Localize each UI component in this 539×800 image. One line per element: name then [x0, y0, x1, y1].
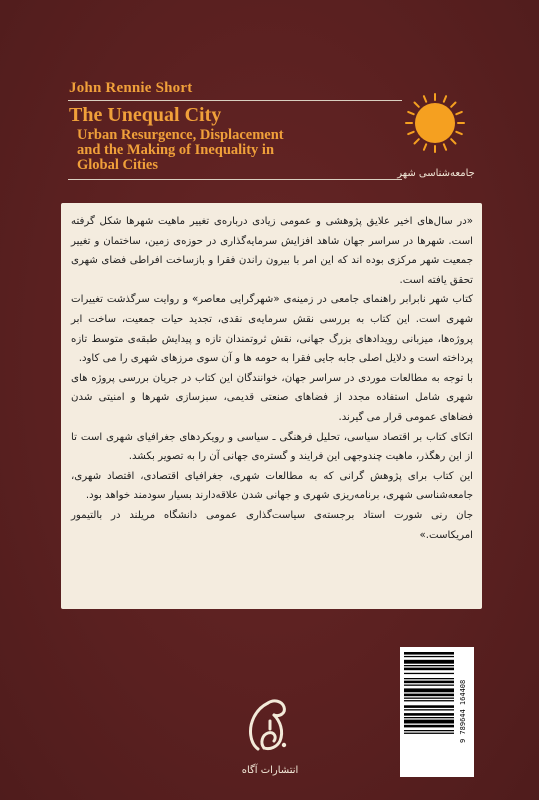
- blurb-paragraph: «در سال‌های اخیر علایق پژوهشی و عمومی زیادی درباره‌ی تغییر ماهیت شهرها شکل گرفته است. شهرها در سراسر جهان شاهد افزایش سرمایه‌گذاری در حوزه‌ی زمین، ساختمان و تغییر جمعیت شهر مرکزی بوده اند که این امر با بیرون راندن فقرا و بازساخت افراطی فضای شهری تحقق یافته است.: [71, 216, 473, 286]
- series-label: جامعه‌شناسی شهر: [397, 168, 475, 179]
- barcode-digits: 9 789644 164408: [459, 679, 467, 744]
- subtitle-line: Global Cities: [77, 157, 158, 173]
- agah-logo: [244, 693, 296, 755]
- sun-icon: [404, 92, 466, 154]
- blurb-paragraph: جان رنی شورت استاد برجسته‌ی سیاست‌گذاری عمومی دانشگاه مریلند در بالتیمور امریکاست.»: [71, 509, 473, 541]
- book-title: The Unequal City: [69, 104, 222, 126]
- isbn-barcode: [400, 647, 474, 777]
- book-subtitle: [77, 128, 397, 173]
- bottom-divider: [68, 179, 402, 180]
- subtitle-line: Urban Resurgence, Displacement: [77, 127, 284, 143]
- blurb-paragraph: کتاب شهر نابرابر راهنمای جامعی در زمینه‌ی «شهرگرایی معاصر» و روایت سرگذشت تغییرات شهری است. این کتاب به بررسی نقش سرمایه‌ی نقدی، تجدید حیات جمعیت، ساخت ابر پروژه‌ها، میزبانی رویدادهای بزرگ جهانی، نقش ثروتمندان تازه و پیدایش طبقه‌ی متوسط تازه پرداخته است و دلایل اصلی جابه جایی فقرا به حومه ها و آن سوی مرزهای شهری را می کاود.: [71, 294, 473, 365]
- publisher-name: انتشارات آگاه: [241, 765, 299, 776]
- subtitle-line: and the Making of Inequality in: [77, 142, 275, 158]
- blurb-text: [71, 212, 473, 545]
- blurb-paragraph: اتکای کتاب بر اقتصاد سیاسی، تحلیل فرهنگی ـ سیاسی و رویکردهای جغرافیای شهری است تا از این رهگذر، ماهیت چندوجهی این فرایند و گستره‌ی جهانی آن را به تصویر بکشد.: [71, 431, 473, 463]
- blurb-paragraph: این کتاب برای پژوهش گرانی که به مطالعات شهری، جغرافیای اقتصادی، اقتصاد شهری، جامعه‌شناسی شهری، برنامه‌ریزی شهری و جهانی شدن علاقه‌دارند بسیار سودمند خواهد بود.: [71, 470, 473, 502]
- blurb-paragraph: با توجه به مطالعات موردی در سراسر جهان، خوانندگان این کتاب در جریان بررسی پروژه های شهری شامل استفاده مجدد از فضاهای صنعتی قدیمی، سبزسازی شهرها و امنیتی شدن فضاهای عمومی قرار می گیرند.: [71, 372, 473, 423]
- barcode-bars: [404, 650, 456, 774]
- author-name: John Rennie Short: [69, 80, 193, 96]
- top-divider: [68, 100, 402, 101]
